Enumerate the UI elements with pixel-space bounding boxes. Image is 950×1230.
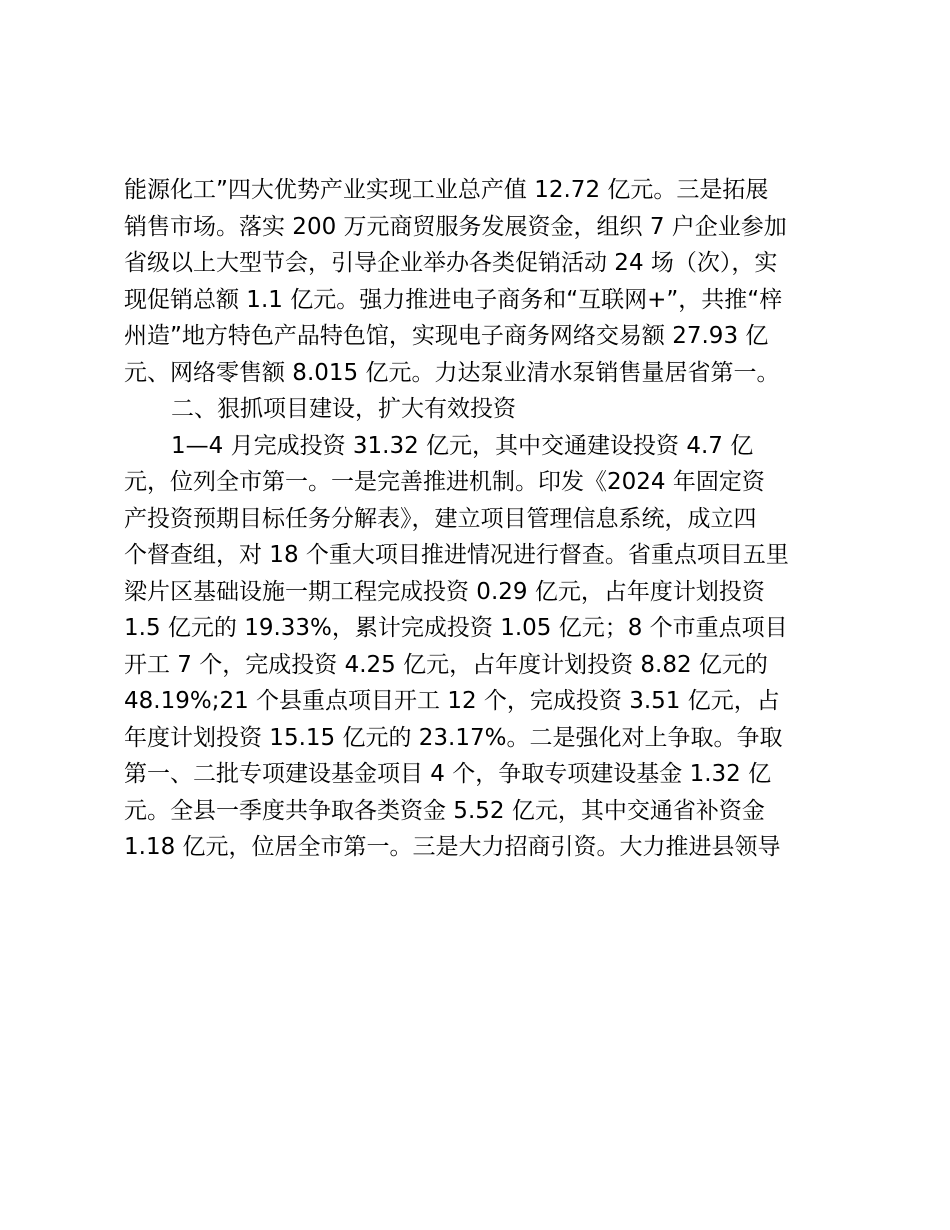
paragraph-line: 元、网络零售额 8.015 亿元。力达泵业清水泵销售量居省第一。 [124,359,780,386]
paragraph-line: 销售市场。落实 200 万元商贸服务发展资金，组织 7 户企业参加 [124,213,787,240]
paragraph-line: 1.5 亿元的 19.33%，累计完成投资 1.05 亿元；8 个市重点项目 [124,615,788,641]
paragraph-line: 省级以上大型节会，引导企业举办各类促销活动 24 场（次），实 [124,250,778,276]
paragraph-line: 产投资预期目标任务分解表》，建立项目管理信息系统，成立四 [124,505,757,532]
paragraph-line: 个督查组，对 18 个重大项目推进情况进行督查。省重点项目五里 [124,542,789,568]
document-body [124,172,844,866]
paragraph-line: 元，位列全市第一。一是完善推进机制。印发《2024 年固定资 [124,469,765,495]
paragraph-line: 开工 7 个，完成投资 4.25 亿元，占年度计划投资 8.82 亿元的 [124,651,768,678]
paragraph-line: 元。全县一季度共争取各类资金 5.52 亿元，其中交通省补资金 [124,797,765,824]
section-heading: 二、狠抓项目建设，扩大有效投资 [171,396,516,422]
paragraph-line: 梁片区基础设施一期工程完成投资 0.29 亿元，占年度计划投资 [124,578,765,605]
paragraph-line: 年度计划投资 15.15 亿元的 23.17%。二是强化对上争取。争取 [124,724,783,751]
paragraph-line: 第一、二批专项建设基金项目 4 个，争取专项建设基金 1.32 亿 [124,761,772,787]
paragraph-line: 州造”地方特色产品特色馆，实现电子商务网络交易额 27.93 亿 [124,323,769,349]
paragraph-line: 48.19%;21 个县重点项目开工 12 个，完成投资 3.51 亿元，占 [124,688,780,714]
paragraph-line: 能源化工”四大优势产业实现工业总产值 12.72 亿元。三是拓展 [124,177,769,203]
paragraph-line: 1—4 月完成投资 31.32 亿元，其中交通建设投资 4.7 亿 [171,432,754,459]
paragraph-line: 1.18 亿元，位居全市第一。三是大力招商引资。大力推进县领导 [124,834,781,860]
paragraph-line: 现促销总额 1.1 亿元。强力推进电子商务和“互联网+”，共推“梓 [124,286,783,313]
